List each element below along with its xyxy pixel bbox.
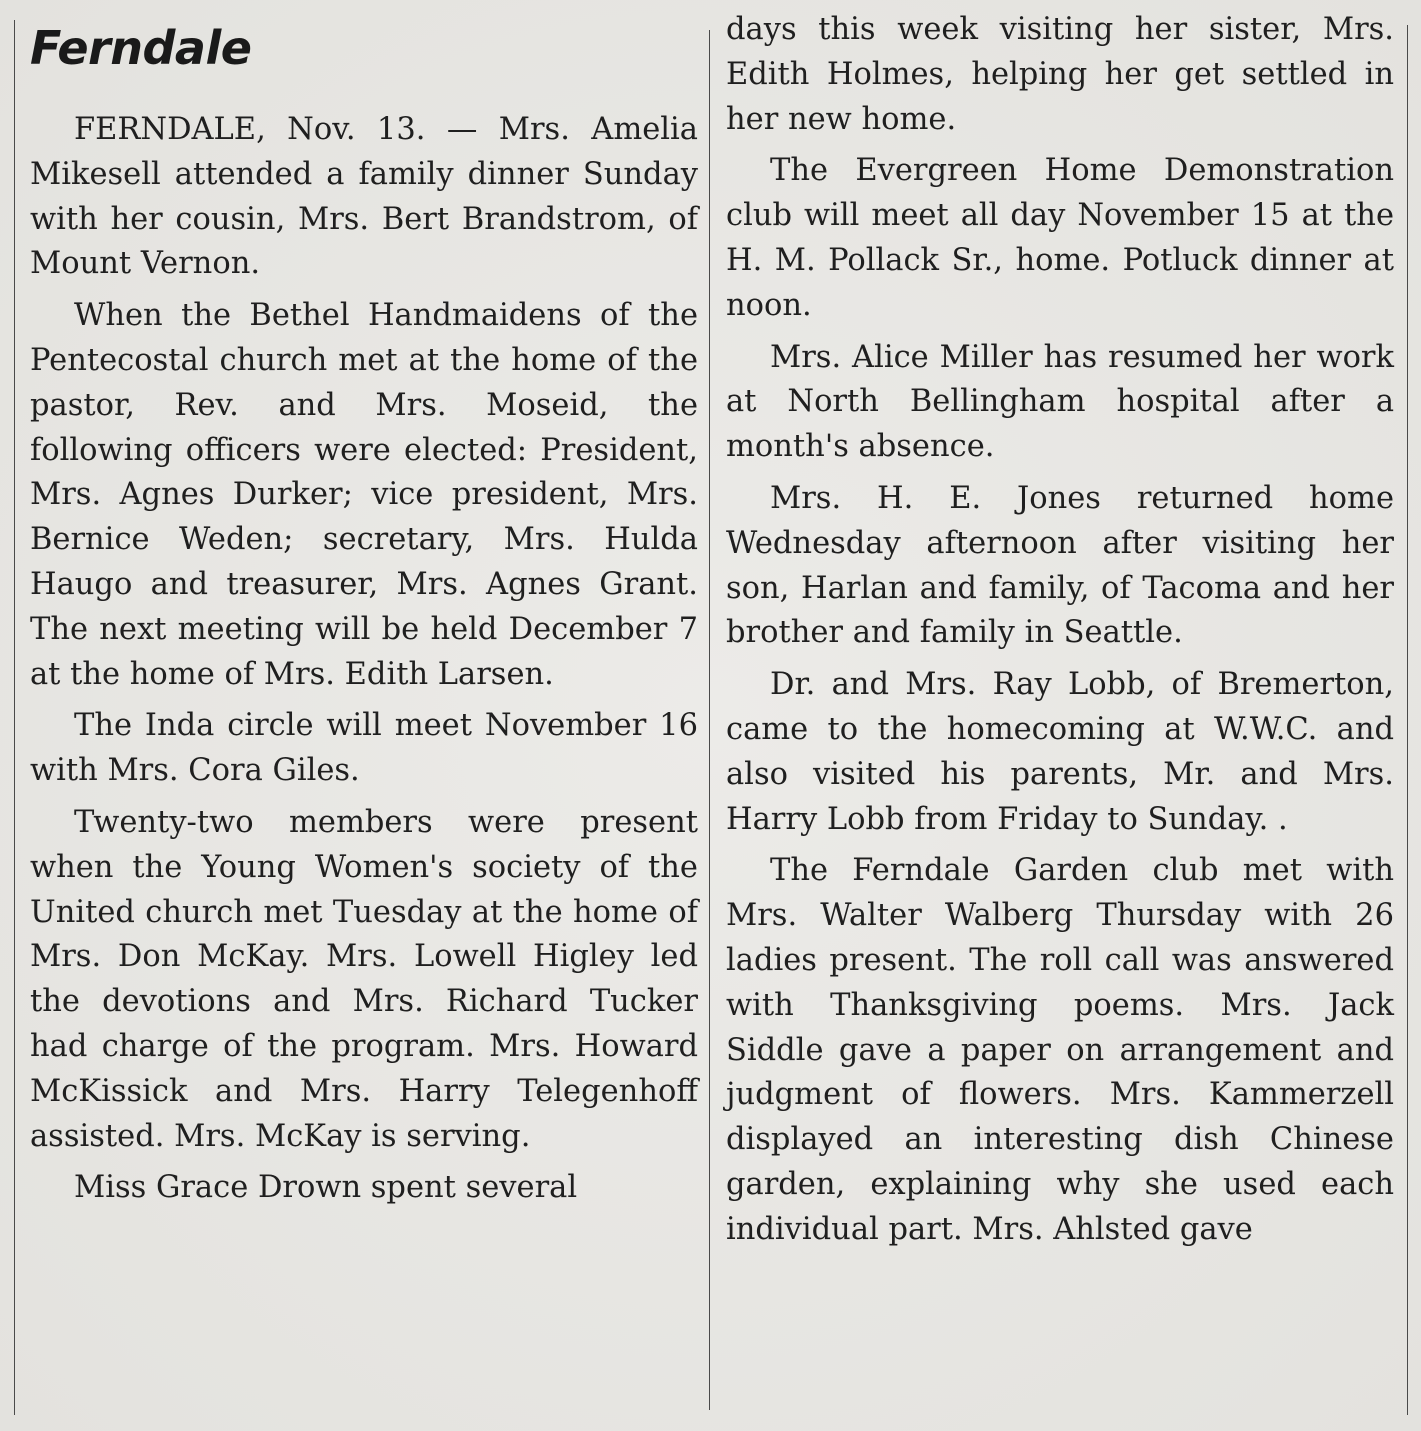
paragraph: Mrs. H. E. Jones returned home Wednesday afternoon after visiting her son, Harlan and family, of Tacoma and her brother and family in Seattle.	[726, 480, 1394, 651]
paragraph: FERNDALE, Nov. 13. — Mrs. Amelia Mikesell attended a family dinner Sunday with her cousin, Mrs. Bert Brandstrom, of Mount Vernon.	[30, 112, 698, 282]
column-rule-right	[1407, 25, 1408, 1415]
paragraph: The Ferndale Garden club met with Mrs. Walter Walberg Thursday with 26 ladies present. The roll call was answered with Thanksgiving poems. Mrs. Jack Siddle gave a paper on arrangement and judgment of flowers. Mrs. Kammerzell displayed an interesting dish Chinese garden, explaining why she used each individual part. Mrs. Ahlsted gave	[726, 853, 1394, 1247]
paragraph: The Inda circle will meet November 16 with Mrs. Cora Giles.	[30, 708, 698, 789]
paragraph: Mrs. Alice Miller has resumed her work at North Bellingham hospital after a month's absence.	[726, 339, 1394, 465]
paragraph: The Evergreen Home Demonstration club will meet all day November 15 at the H. M. Pollack Sr., home. Potluck dinner at noon.	[726, 153, 1394, 323]
paragraph: days this week visiting her sister, Mrs. Edith Holmes, helping her get settled in her new home.	[726, 12, 1394, 137]
paragraph: When the Bethel Handmaidens of the Pentecostal church met at the home of the pastor, Rev. and Mrs. Moseid, the following officers were elected: President, Mrs. Agnes Durker; vice president, Mrs. Bernice Weden; secretary, Mrs. Hulda Haugo and treasurer, Mrs. Agnes Grant. The next meeting will be held December 7 at the home of Mrs. Edith Larsen.	[30, 298, 698, 692]
column-rule-middle	[709, 30, 710, 1410]
article-column-left	[30, 20, 698, 1218]
column-rule-left	[14, 20, 15, 1415]
paragraph: Twenty-two members were present when the Young Women's society of the United church met Tuesday at the home of Mrs. Don McKay. Mrs. Lowell Higley led the devotions and Mrs. Richard Tucker had charge of the program. Mrs. Howard McKissick and Mrs. Harry Telegenhoff assisted. Mrs. McKay is serving.	[30, 804, 698, 1154]
article-column-right	[726, 8, 1394, 1260]
headline: Ferndale	[30, 21, 252, 75]
paragraph: Miss Grace Drown spent several	[74, 1170, 578, 1206]
paragraph: Dr. and Mrs. Ray Lobb, of Bremerton, came to the homecoming at W.W.C. and also visited his parents, Mr. and Mrs. Harry Lobb from Friday to Sunday. .	[726, 667, 1394, 837]
